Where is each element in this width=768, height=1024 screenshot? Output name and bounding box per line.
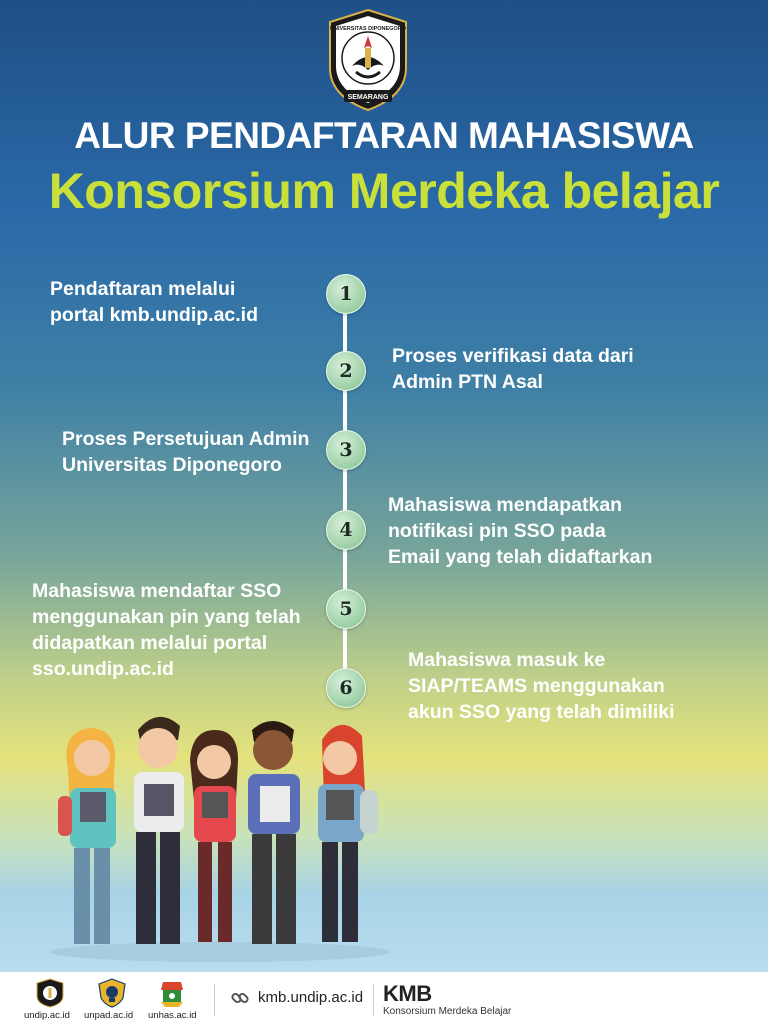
student-5: [318, 725, 378, 942]
step-4-text: Mahasiswa mendapatkan notifikasi pin SSO pada Email yang telah didaftarkan: [388, 494, 653, 568]
kmb-brand: KMB: [383, 981, 432, 1006]
page-subtitle: Konsorsium Merdeka belajar: [48, 163, 720, 219]
student-3: [190, 730, 238, 942]
step-3-circle: 3: [326, 430, 366, 470]
seal-bottom-text: SEMARANG: [347, 94, 389, 101]
step-2-circle: 2: [326, 351, 366, 391]
unpad-logo-icon[interactable]: [97, 978, 127, 1008]
seal-top-text: UNIVERSITAS DIPONEGORO: [330, 26, 406, 32]
page-title: ALUR PENDAFTARAN MAHASISWA: [74, 115, 694, 156]
step-6-circle: 6: [326, 668, 366, 708]
footer: [0, 972, 768, 1024]
step-3-text: Proses Persetujuan Admin Universitas Diponegoro: [62, 428, 310, 476]
undip-logo-icon[interactable]: [35, 978, 65, 1008]
footer-divider: [214, 984, 215, 1016]
student-1: [58, 728, 116, 944]
step-4-circle: 4: [326, 510, 366, 550]
step-1-circle: 1: [326, 274, 366, 314]
step-5-circle: 5: [326, 589, 366, 629]
footer-divider-2: [373, 984, 374, 1016]
student-4: [248, 721, 300, 944]
unpad-label[interactable]: unpad.ac.id: [84, 1010, 134, 1021]
kmb-website-link[interactable]: kmb.undip.ac.id: [258, 989, 364, 1006]
step-1-text: Pendaftaran melalui portal kmb.undip.ac.id: [50, 278, 259, 326]
unhas-logo-icon[interactable]: [157, 978, 187, 1008]
student-2: [134, 717, 184, 944]
link-icon: [230, 988, 250, 1008]
step-6-text: Mahasiswa masuk ke SIAP/TEAMS menggunakan akun SSO yang telah dimiliki: [408, 649, 675, 723]
unhas-label[interactable]: unhas.ac.id: [148, 1010, 197, 1021]
undip-seal-logo: [322, 8, 414, 112]
step-5-text: Mahasiswa mendaftar SSO menggunakan pin yang telah didapatkan melalui portal sso.undip.ac.id: [32, 580, 301, 680]
undip-label[interactable]: undip.ac.id: [24, 1010, 70, 1021]
step-2-text: Proses verifikasi data dari Admin PTN Asal: [392, 345, 634, 393]
students-illustration: [40, 700, 400, 970]
kmb-brand-subtitle: Konsorsium Merdeka Belajar: [383, 1006, 512, 1017]
